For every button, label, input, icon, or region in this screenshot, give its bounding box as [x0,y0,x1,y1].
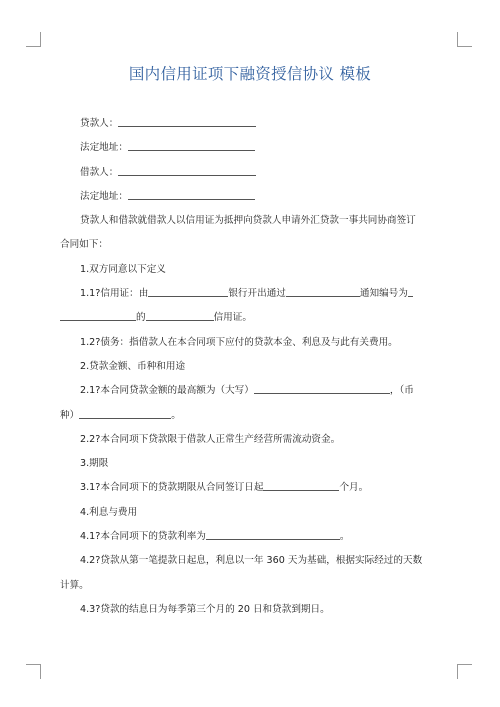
lender-address-blank[interactable] [128,139,255,151]
section-1-heading: 1.双方同意以下定义 [80,263,166,275]
lender-label: 贷款人： [80,118,119,129]
crop-mark-bottom-right [457,664,472,679]
loan-term-blank[interactable] [263,479,339,491]
clause-3-1 [60,476,445,500]
issuing-bank-blank[interactable] [148,285,228,297]
borrower-address-blank[interactable] [128,188,255,200]
clause-1-1-prefix: 1.1?信用证：由 [80,288,149,300]
clause-1-1-line-2 [60,306,445,330]
clause-2-1-line-1 [60,379,445,403]
clause-1-1-line-1 [60,282,445,306]
notice-number-blank[interactable] [60,309,136,321]
clause-2-1-line2-prefix: 种） [60,409,80,421]
advising-bank-blank[interactable] [286,285,360,297]
section-2-heading: 2.贷款金额、币种和用途 [80,360,186,372]
clause-4-1-prefix: 4.1?本合同项下的贷款利率为 [80,531,206,543]
lc-number-blank[interactable] [146,309,214,321]
clause-2-1-mid: ，（币 [389,385,414,397]
currency-blank[interactable] [79,407,171,419]
section-4-heading: 4.利息与费用 [80,506,138,518]
borrower-address-row [60,185,445,209]
lender-address-row [60,136,445,160]
document-body [60,112,445,622]
interest-rate-blank[interactable] [206,528,340,540]
notice-number-blank-start[interactable] [408,285,413,297]
clause-1-1-de: 的 [136,312,146,324]
clause-1-1-end: 信用证。 [213,312,252,324]
clause-3-1-end: 个月。 [339,482,369,494]
intro-line-2: 合同如下： [60,239,108,251]
clause-1-1-mid1: 银行开出通过 [228,288,286,300]
crop-mark-bottom-left [26,664,41,679]
clause-4-2-line-2: 计算。 [60,579,89,591]
crop-mark-top-right [457,32,472,47]
clause-2-2: 2.2?本合同项下贷款限于借款人正常生产经营所需流动资金。 [80,433,341,445]
crop-mark-top-left [26,32,41,47]
borrower-row [60,161,445,185]
document-title: 国内信用证项下融资授信协议 模板 [128,65,372,83]
clause-2-1-line2-end: 。 [171,409,181,421]
borrower-label: 借款人： [80,166,119,178]
clause-2-1-prefix: 2.1?本合同贷款金额的最高额为（大写） [80,385,254,397]
lender-row [60,112,445,136]
borrower-address-label: 法定地址： [80,190,128,202]
clause-4-2-line-1: 4.2?贷款从第一笔提款日起息，利息以一年 360 天为基础，根据实际经过的天数 [80,555,423,567]
clause-1-1-mid2: 通知编号为 [359,288,408,300]
borrower-blank[interactable] [118,164,256,176]
amount-in-words-blank[interactable] [254,382,390,394]
section-3-heading: 3.期限 [80,458,109,470]
intro-line-1: 贷款人和借款就借款人以信用证为抵押向贷款人申请外汇贷款一事共同协商签订 [80,215,416,227]
clause-4-3: 4.3?贷款的结息日为每季第三个月的 20 日和贷款到期日。 [80,603,330,615]
lender-address-label: 法定地址： [80,142,128,154]
clause-4-1-end: 。 [339,531,350,543]
clause-4-1 [60,525,445,549]
clause-3-1-prefix: 3.1?本合同项下的贷款期限从合同签订日起 [80,482,264,494]
clause-2-1-line-2 [60,404,445,428]
lender-blank[interactable] [118,115,256,127]
clause-1-2: 1.2?债务：指借款人在本合同项下应付的贷款本金、利息及与此有关费用。 [80,336,398,348]
